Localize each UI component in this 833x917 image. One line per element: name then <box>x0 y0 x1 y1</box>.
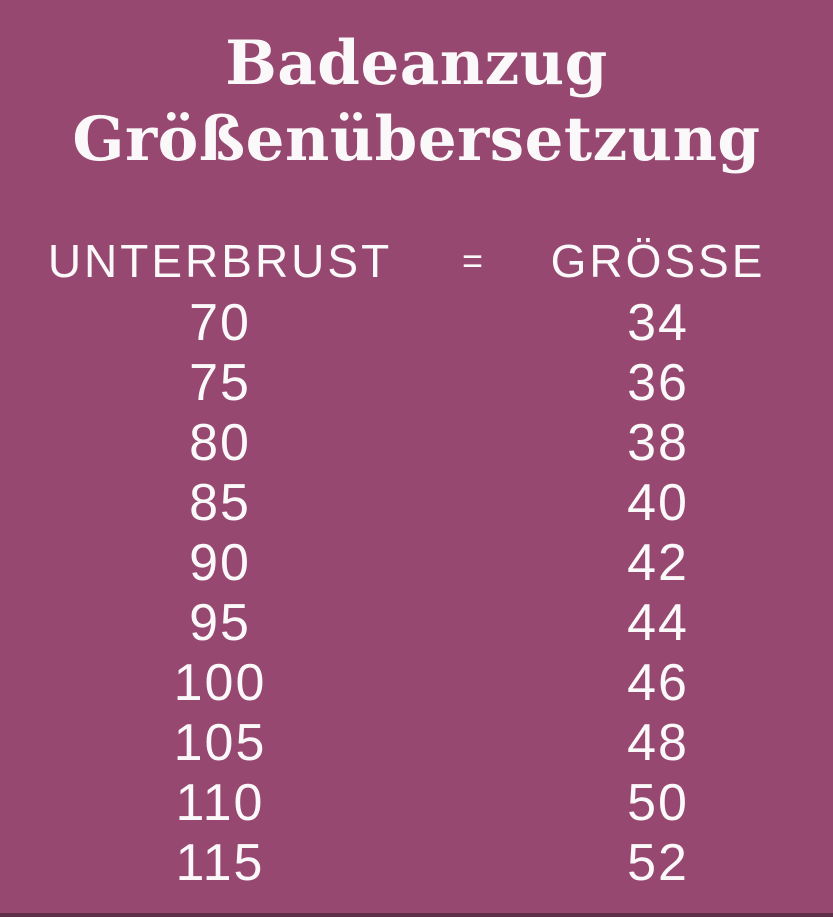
table-row <box>0 833 833 893</box>
size-value: 46 <box>627 653 689 712</box>
table-body <box>0 293 833 893</box>
underbust-value: 75 <box>189 353 251 412</box>
table-row <box>0 293 833 353</box>
underbust-value: 85 <box>189 473 251 532</box>
page-title-line2: Größenübersetzung <box>72 104 761 176</box>
underbust-value: 105 <box>173 713 267 772</box>
table-row <box>0 593 833 653</box>
underbust-value: 95 <box>189 593 251 652</box>
bottom-edge-strip <box>0 913 833 917</box>
underbust-value: 90 <box>189 533 251 592</box>
table-header-row <box>0 229 833 293</box>
underbust-value: 100 <box>173 653 267 712</box>
table-row <box>0 533 833 593</box>
underbust-value: 80 <box>189 413 251 472</box>
underbust-value: 70 <box>189 293 251 352</box>
table-row <box>0 653 833 713</box>
underbust-value: 115 <box>175 833 265 892</box>
size-value: 48 <box>627 713 689 772</box>
size-value: 42 <box>627 533 689 592</box>
size-value: 50 <box>627 773 689 832</box>
size-value: 44 <box>627 593 689 652</box>
size-value: 52 <box>627 833 689 892</box>
underbust-value: 110 <box>175 773 265 832</box>
size-value: 38 <box>627 413 689 472</box>
size-conversion-table <box>0 229 833 893</box>
size-value: 36 <box>627 353 689 412</box>
table-row <box>0 473 833 533</box>
size-value: 40 <box>627 473 689 532</box>
table-row <box>0 773 833 833</box>
table-row <box>0 413 833 473</box>
page-title-line1: Badeanzug <box>225 28 608 99</box>
equals-sign: = <box>461 239 484 281</box>
table-row <box>0 713 833 773</box>
page-title <box>0 0 833 179</box>
size-column-header: GRÖSSE <box>550 234 766 287</box>
table-row <box>0 353 833 413</box>
underbust-column-header: UNTERBRUST <box>47 234 393 287</box>
size-value: 34 <box>627 293 689 352</box>
